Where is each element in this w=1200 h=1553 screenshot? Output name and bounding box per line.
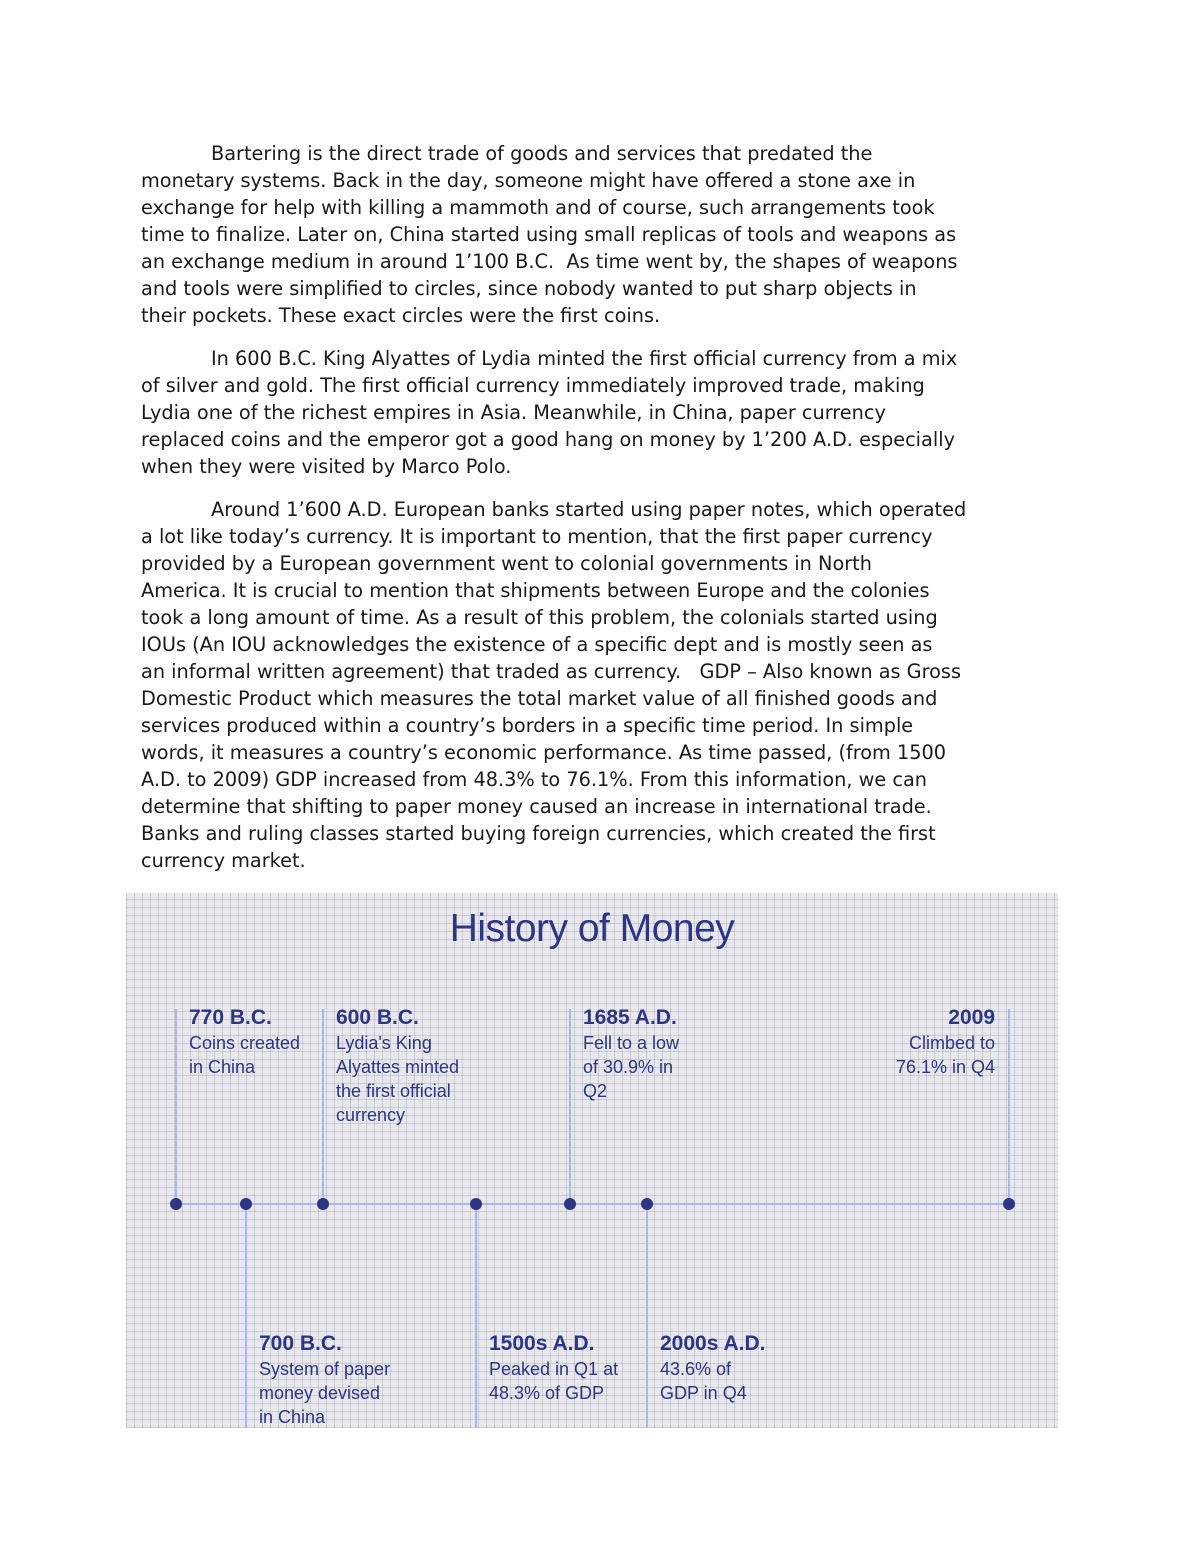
history-of-money-infographic [126, 893, 1058, 1428]
event-description-line: GDP in Q4 [660, 1383, 747, 1403]
text-line: monetary systems. Back in the day, someone might have offered a stone axe in [141, 169, 916, 192]
event-description-line: 43.6% of [660, 1359, 732, 1379]
text-line: an exchange medium in around 1’100 B.C. As time went by, the shapes of weapons [141, 250, 958, 273]
paragraph-paper-notes [141, 496, 966, 874]
timeline-event [896, 1005, 995, 1079]
event-date: 700 B.C. [259, 1332, 342, 1355]
timeline-event [583, 1005, 679, 1103]
event-description-line: 76.1% in Q4 [895, 1057, 995, 1077]
timeline-dot [170, 1198, 182, 1210]
timeline-dot [1003, 1198, 1015, 1210]
timeline-connector [646, 1204, 648, 1428]
event-description-line: money devised [259, 1383, 381, 1403]
event-description-line: 48.3% of GDP [489, 1383, 605, 1403]
timeline-connector [245, 1204, 247, 1428]
timeline-dot [240, 1198, 252, 1210]
timeline-dot [470, 1198, 482, 1210]
text-line: took a long amount of time. As a result of this problem, the colonials started using [141, 606, 938, 629]
event-description-line: Lydia's King [336, 1033, 432, 1053]
text-line: their pockets. These exact circles were the first coins. [141, 304, 661, 327]
timeline-event [259, 1331, 390, 1428]
event-date: 1500s A.D. [489, 1332, 595, 1355]
event-date: 2009 [948, 1006, 995, 1029]
text-line: and tools were simplified to circles, since nobody wanted to put sharp objects in [141, 277, 917, 300]
event-description-line: System of paper [259, 1359, 391, 1379]
timeline-connector [1008, 1009, 1010, 1204]
event-description-line: Fell to a low [583, 1033, 680, 1053]
text-line: currency market. [141, 849, 306, 872]
timeline-dot [317, 1198, 329, 1210]
event-description-line: currency [336, 1105, 406, 1125]
text-line: time to finalize. Later on, China started using small replicas of tools and weapons as [141, 223, 957, 246]
event-description-line: of 30.9% in [583, 1057, 674, 1077]
text-line: In 600 B.C. King Alyattes of Lydia minted the first official currency from a mix [211, 347, 958, 370]
text-line: a lot like today’s currency. It is important to mention, that the first paper currency [141, 525, 933, 548]
paragraph-bartering [141, 140, 957, 329]
text-line: America. It is crucial to mention that shipments between Europe and the colonies [141, 579, 930, 602]
event-description-line: Peaked in Q1 at [489, 1359, 619, 1379]
text-line: when they were visited by Marco Polo. [141, 455, 512, 478]
event-date: 600 B.C. [336, 1006, 419, 1029]
text-line: Lydia one of the richest empires in Asia. Meanwhile, in China, paper currency [141, 401, 886, 424]
text-line: exchange for help with killing a mammoth and of course, such arrangements took [141, 196, 935, 219]
timeline-dot [564, 1198, 576, 1210]
text-line: Domestic Product which measures the total market value of all finished goods and [141, 687, 938, 710]
timeline-dot [641, 1198, 653, 1210]
event-description-line: Climbed to [908, 1033, 995, 1053]
infographic-title: History of Money [449, 907, 735, 950]
text-line: Bartering is the direct trade of goods and services that predated the [211, 142, 873, 165]
timeline-event [189, 1005, 300, 1079]
text-line: Around 1’600 A.D. European banks started using paper notes, which operated [211, 498, 967, 521]
text-line: provided by a European government went to colonial governments in North [141, 552, 872, 575]
timeline-connector [175, 1009, 177, 1204]
timeline-event [489, 1331, 618, 1405]
text-line: determine that shifting to paper money caused an increase in international trade. [141, 795, 932, 818]
text-line: replaced coins and the emperor got a good hang on money by 1’200 A.D. especially [141, 428, 955, 451]
text-line: Banks and ruling classes started buying foreign currencies, which created the first [141, 822, 936, 845]
event-date: 770 B.C. [189, 1006, 272, 1029]
event-description-line: in China [259, 1407, 326, 1427]
timeline-event [660, 1331, 765, 1405]
event-description-line: Q2 [583, 1081, 608, 1101]
text-line: IOUs (An IOU acknowledges the existence of a specific dept and is mostly seen as [141, 633, 933, 656]
paragraph-lydia [141, 345, 957, 480]
timeline-connector [475, 1204, 477, 1428]
text-line: of silver and gold. The first official currency immediately improved trade, making [141, 374, 925, 397]
timeline-axis [176, 1203, 1009, 1205]
event-description-line: Coins created [189, 1033, 301, 1053]
event-description-line: Alyattes minted [336, 1057, 460, 1077]
event-date: 2000s A.D. [660, 1332, 766, 1355]
text-line: A.D. to 2009) GDP increased from 48.3% to 76.1%. From this information, we can [141, 768, 927, 791]
event-description-line: the first official [336, 1081, 451, 1101]
timeline-connector [569, 1009, 571, 1204]
timeline-connector [322, 1009, 324, 1204]
text-line: words, it measures a country’s economic performance. As time passed, (from 1500 [141, 741, 947, 764]
text-line: services produced within a country’s borders in a specific time period. In simple [141, 714, 914, 737]
event-date: 1685 A.D. [583, 1006, 677, 1029]
timeline-event [336, 1005, 459, 1127]
event-description-line: in China [189, 1057, 256, 1077]
text-line: an informal written agreement) that traded as currency. GDP – Also known as Gross [141, 660, 962, 683]
